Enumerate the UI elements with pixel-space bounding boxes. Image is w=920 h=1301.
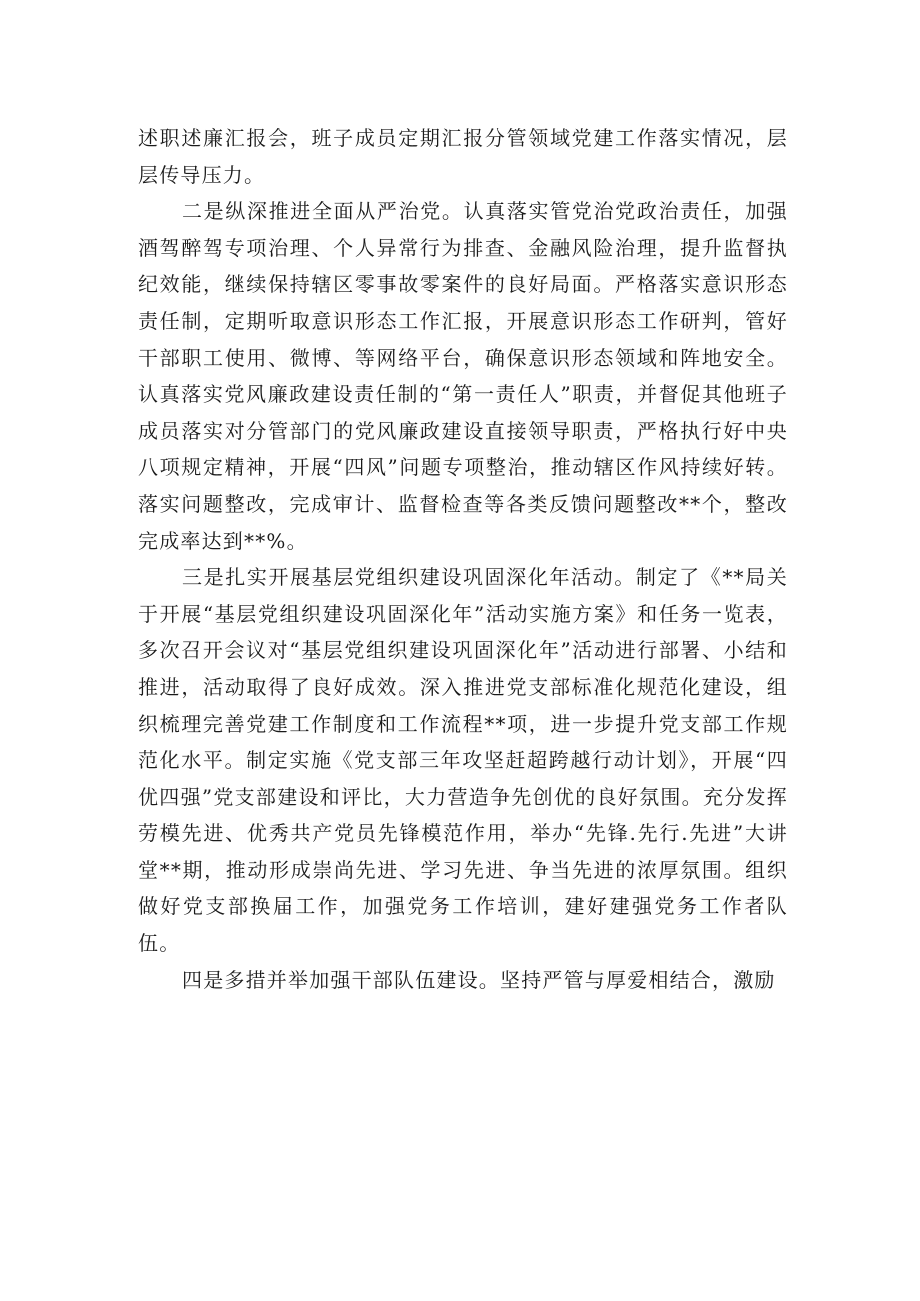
paragraph-cadre-team-building: 四是多措并举加强干部队伍建设。坚持严管与厚爱相结合，激励 (182, 967, 776, 992)
document-body (138, 120, 788, 998)
paragraph-continuation: 述职述廉汇报会，班子成员定期汇报分管领域党建工作落实情况，层层传导压力。 (138, 126, 788, 187)
paragraph-grassroots-party-organization: 三是扎实开展基层党组织建设巩固深化年活动。制定了《**局关于开展“基层党组织建设巩固深化年”活动实施方案》和任务一览表，多次召开会议对“基层党组织建设巩固深化年”活动进行部署、小结和推进，活动取得了良好成效。深入推进党支部标准化规范化建设，组织梳理完善党建工作制度和工作流程**项，进一步提升党支部工作规范化水平。制定实施《党支部三年攻坚赶超跨越行动计划》，开展“四优四强”党支部建设和评比，大力营造争先创优的良好氛围。充分发挥劳模先进、优秀共产党员先锋模范作用，举办“先锋.先行.先进”大讲堂**期，推动形成崇尚先进、学习先进、争当先进的浓厚氛围。组织做好党支部换届工作，加强党务工作培训，建好建强党务工作者队伍。 (138, 565, 788, 956)
paragraph-strict-party-governance: 二是纵深推进全面从严治党。认真落实管党治党政治责任，加强酒驾醉驾专项治理、个人异常行为排查、金融风险治理，提升监督执纪效能，继续保持辖区零事故零案件的良好局面。严格落实意识形态责任制，定期听取意识形态工作汇报，开展意识形态工作研判，管好干部职工使用、微博、等网络平台，确保意识形态领域和阵地安全。认真落实党风廉政建设责任制的“第一责任人”职责，并督促其他班子成员落实对分管部门的党风廉政建设直接领导职责，严格执行好中央八项规定精神，开展“四风”问题专项整治，推动辖区作风持续好转。落实问题整改，完成审计、监督检查等各类反馈问题整改**个，整改完成率达到**%。 (138, 199, 788, 553)
